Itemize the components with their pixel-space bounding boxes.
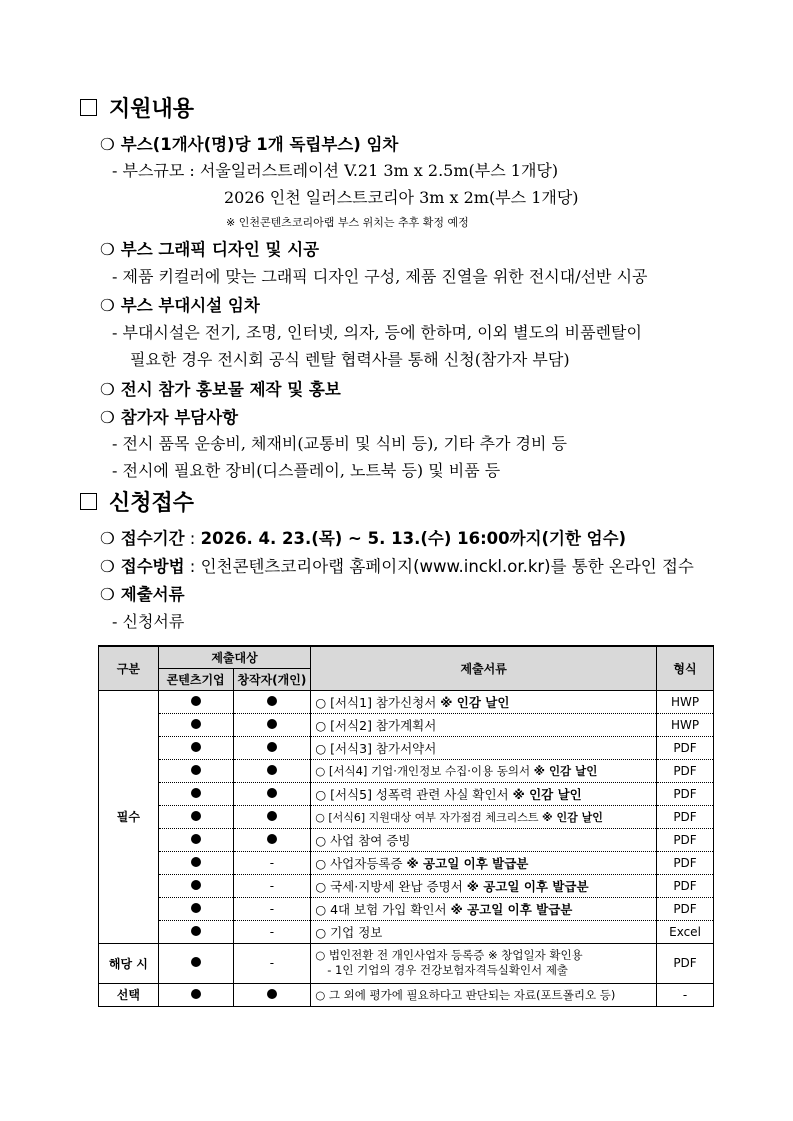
item-documents: ❍ 제출서류	[100, 585, 185, 604]
filled-dot-icon	[191, 834, 201, 844]
checkbox-square-icon	[80, 99, 97, 116]
checkbox-square-icon	[80, 493, 97, 510]
item-booth-facilities: ❍ 부스 부대시설 임차	[100, 296, 260, 315]
table-row: ○ [서식6] 지원대상 여부 자가점검 체크리스트 ※ 인감 날인 PDF	[99, 805, 714, 828]
application-period-value: 2026. 4. 23.(목) ~ 5. 13.(수) 16:00까지(기한 엄수)	[200, 529, 627, 548]
th-creator: 창작자(개인)	[233, 668, 311, 690]
table-row: ○ [서식3] 참가서약서 PDF	[99, 736, 714, 759]
costs-line-2: - 전시에 필요한 장비(디스플레이, 노트북 등) 및 비품 등	[112, 461, 501, 480]
filled-dot-icon	[191, 926, 201, 936]
filled-dot-icon	[267, 834, 277, 844]
item-participant-costs: ❍ 참가자 부담사항	[100, 408, 239, 427]
filled-dot-icon	[267, 742, 277, 752]
filled-dot-icon	[191, 857, 201, 867]
filled-dot-icon	[191, 811, 201, 821]
item-application-period: ❍ 접수기간 : 2026. 4. 23.(목) ~ 5. 13.(수) 16:00까지(기한 엄수)	[100, 529, 627, 548]
filled-dot-icon	[191, 696, 201, 706]
group-required: 필수	[99, 690, 159, 943]
filled-dot-icon	[267, 788, 277, 798]
filled-dot-icon	[267, 696, 277, 706]
filled-dot-icon	[191, 788, 201, 798]
booth-graphic-line: - 제품 키컬러에 맞는 그래픽 디자인 구성, 제품 진열을 위한 전시대/선반 시공	[112, 267, 648, 286]
th-docs: 제출서류	[311, 646, 657, 690]
section-title-support: 지원내용	[80, 92, 194, 123]
section-title-application: 신청접수	[80, 486, 194, 517]
group-conditional: 해당 시	[99, 943, 159, 983]
table-row: ○ [서식5] 성폭력 관련 사실 확인서 ※ 인감 날인 PDF	[99, 782, 714, 805]
table-row: - ○ 4대 보험 가입 확인서 ※ 공고일 이후 발급분 PDF	[99, 897, 714, 920]
costs-line-1: - 전시 품목 운송비, 체재비(교통비 및 식비 등), 기타 추가 경비 등	[112, 434, 567, 453]
item-booth-rental: ❍ 부스(1개사(명)당 1개 독립부스) 임차	[100, 135, 399, 154]
group-optional: 선택	[99, 983, 159, 1006]
table-row: - ○ 사업자등록증 ※ 공고일 이후 발급분 PDF	[99, 851, 714, 874]
table-row: ○ [서식2] 참가계획서 HWP	[99, 713, 714, 736]
th-company: 콘텐츠기업	[158, 668, 233, 690]
filled-dot-icon	[191, 742, 201, 752]
table-row: - ○ 국세·지방세 완납 증명서 ※ 공고일 이후 발급분 PDF	[99, 874, 714, 897]
filled-dot-icon	[191, 719, 201, 729]
documents-sub: - 신청서류	[112, 612, 185, 631]
table-row-optional: 선택 ○ 그 외에 평가에 필요하다고 판단되는 자료(포트폴리오 등) -	[99, 983, 714, 1006]
table-row: 필수 ○ [서식1] 참가신청서 ※ 인감 날인 HWP	[99, 690, 714, 713]
booth-size-line-2: 2026 인천 일러스트코리아 3m x 2m(부스 1개당)	[224, 188, 579, 207]
table-row: ○ [서식4] 기업·개인정보 수집·이용 동의서 ※ 인감 날인 PDF	[99, 759, 714, 782]
filled-dot-icon	[267, 719, 277, 729]
table-row: - ○ 기업 정보 Excel	[99, 920, 714, 943]
documents-table	[98, 645, 714, 1007]
filled-dot-icon	[191, 880, 201, 890]
filled-dot-icon	[267, 811, 277, 821]
th-format: 형식	[657, 646, 714, 690]
facilities-line-2: 필요한 경우 전시회 공식 렌탈 협력사를 통해 신청(참가자 부담)	[130, 350, 570, 369]
th-target: 제출대상	[158, 646, 310, 668]
filled-dot-icon	[191, 957, 201, 967]
booth-size-line-1: - 부스규모 : 서울일러스트레이션 V.21 3m x 2.5m(부스 1개당)	[112, 161, 559, 180]
filled-dot-icon	[267, 765, 277, 775]
application-method-value: 인천콘텐츠코리아랩 홈페이지(www.inckl.or.kr)를 통한 온라인 접수	[200, 557, 694, 576]
item-application-method: ❍ 접수방법 : 인천콘텐츠코리아랩 홈페이지(www.inckl.or.kr)를 통한 온라인 접수	[100, 557, 694, 576]
item-promotion: ❍ 전시 참가 홍보물 제작 및 홍보	[100, 380, 341, 399]
booth-location-note: ※ 인천콘텐츠코리아랩 부스 위치는 추후 확정 예정	[226, 216, 469, 229]
filled-dot-icon	[191, 903, 201, 913]
filled-dot-icon	[191, 765, 201, 775]
item-booth-graphic: ❍ 부스 그래픽 디자인 및 시공	[100, 240, 320, 259]
filled-dot-icon	[191, 989, 201, 999]
th-group: 구분	[99, 646, 159, 690]
table-row-conditional: 해당 시 - ○ 법인전환 전 개인사업자 등록증 ※ 창업일자 확인용 - 1인 기업의 경우 건강보험자격득실확인서 제출 PDF	[99, 943, 714, 983]
table-row: ○ 사업 참여 증빙 PDF	[99, 828, 714, 851]
filled-dot-icon	[267, 989, 277, 999]
facilities-line-1: - 부대시설은 전기, 조명, 인터넷, 의자, 등에 한하며, 이외 별도의 비품렌탈이	[112, 323, 642, 342]
